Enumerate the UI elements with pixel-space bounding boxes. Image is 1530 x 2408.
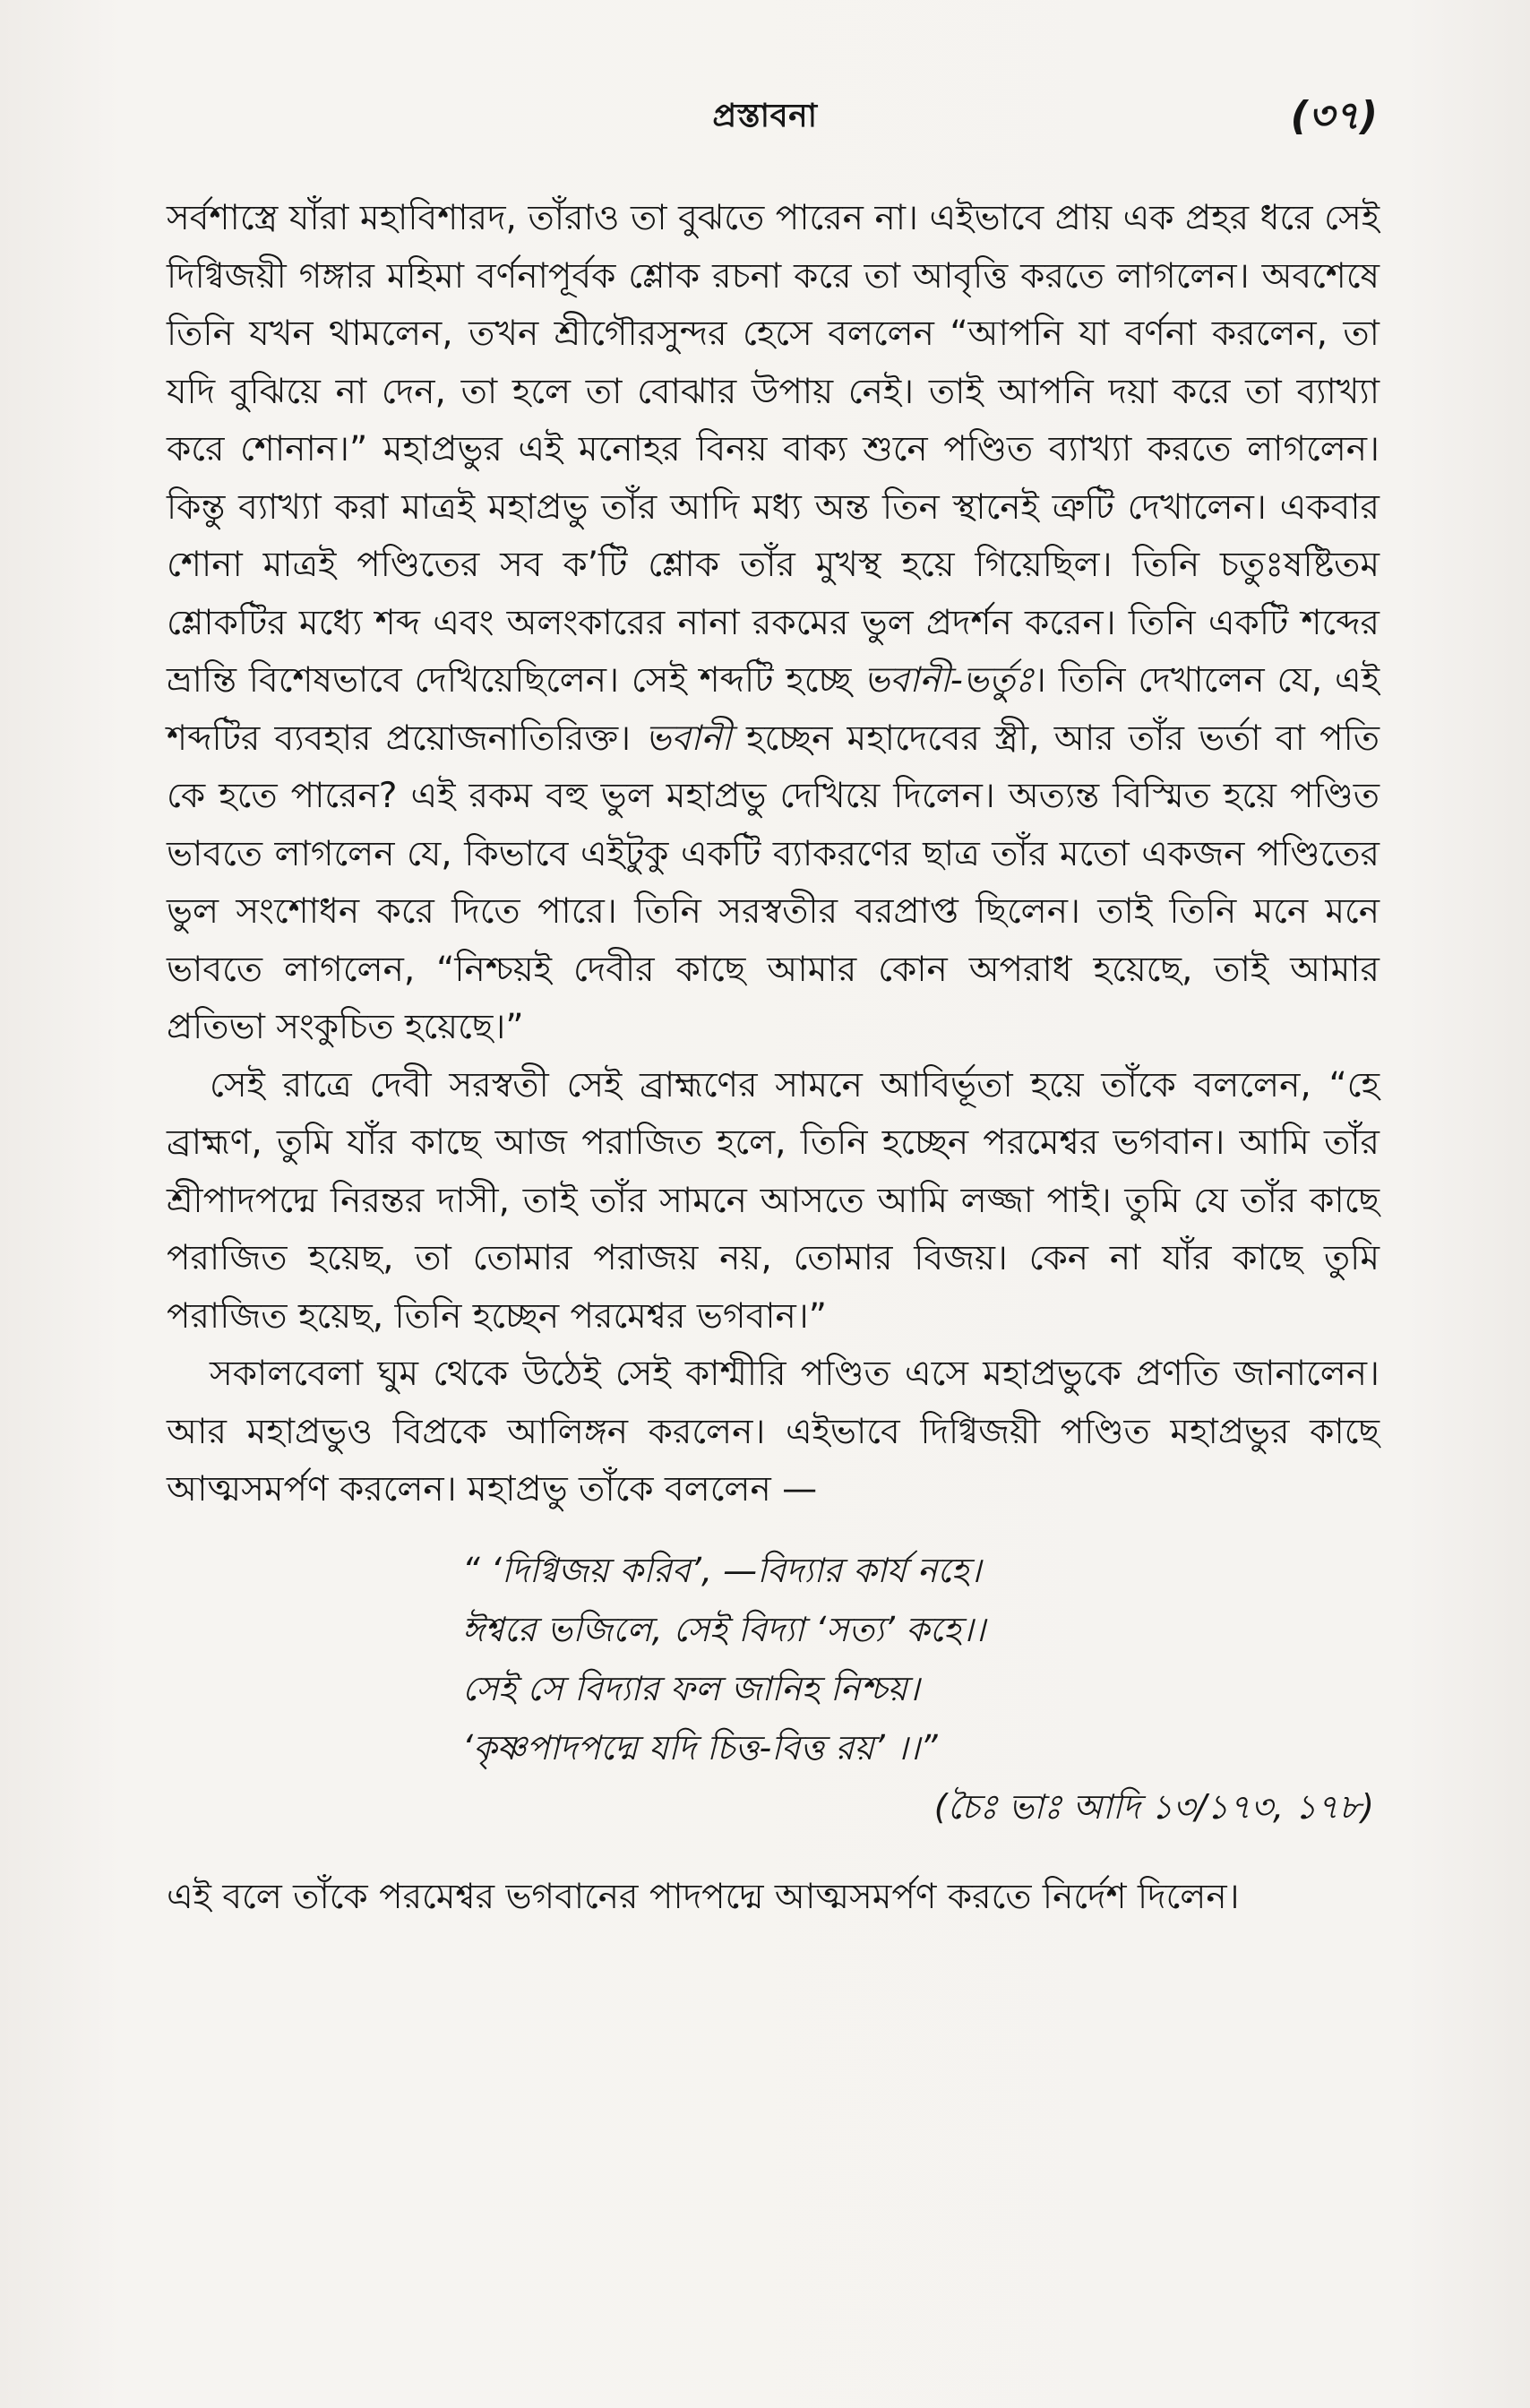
closing-paragraph: এই বলে তাঁকে পরমেশ্বর ভগবানের পাদপদ্মে আত্মসমর্পণ করতে নির্দেশ দিলেন।: [167, 1876, 1240, 1917]
verse-reference: (চৈঃ ভাঃ আদি ১৩/১৭৩, ১৭৮): [933, 1786, 1374, 1827]
verse-line-2: ঈশ্বরে ভজিলে, সেই বিদ্যা ‘সত্য’ কহে।।: [462, 1609, 986, 1649]
verse-line-1: “ ‘দিগ্বিজয় করিব’, —বিদ্যার কার্য নহে।: [462, 1550, 982, 1590]
running-head: প্রস্তাবনা: [712, 98, 818, 134]
page-number: (৩৭): [1290, 93, 1378, 139]
paragraph-1: [167, 190, 1380, 1057]
term-bhavani: ভবানী: [645, 718, 732, 759]
paragraph-2: সেই রাত্রে দেবী সরস্বতী সেই ব্রাহ্মণের সামনে আবির্ভূতা হয়ে তাঁকে বললেন, “হে ব্রাহ্মণ, তুমি যাঁর কাছে আজ পরাজিত হলে, তিনি হচ্ছেন পরমেশ্বর ভগবান। আমি তাঁর শ্রীপাদপদ্মে নিরন্তর দাসী, তাই তাঁর সামনে আসতে আমি লজ্জা পাই। তুমি যে তাঁর কাছে পরাজিত হয়েছ, তা তোমার পরাজয় নয়, তোমার বিজয়। কেন না যাঁর কাছে তুমি পরাজিত হয়েছ, তিনি হচ্ছেন পরমেশ্বর ভগবান।”: [167, 1064, 1380, 1337]
page-header: [0, 86, 1530, 140]
paragraph-1-text-a: সর্বশাস্ত্রে যাঁরা মহাবিশারদ, তাঁরাও তা বুঝতে পারেন না। এইভাবে প্রায় এক প্রহর ধরে সেই দিগ্বিজয়ী গঙ্গার মহিমা বর্ণনাপূর্বক শ্লোক রচনা করে তা আবৃত্তি করতে লাগলেন। অবশেষে তিনি যখন থামলেন, তখন শ্রীগৌরসুন্দর হেসে বললেন “আপনি যা বর্ণনা করলেন, তা যদি বুঝিয়ে না দেন, তা হলে তা বোঝার উপায় নেই। তাই আপনি দয়া করে তা ব্যাখ্যা করে শোনান।” মহাপ্রভুর এই মনোহর বিনয় বাক্য শুনে পণ্ডিত ব্যাখ্যা করতে লাগলেন। কিন্তু ব্যাখ্যা করা মাত্রই মহাপ্রভু তাঁর আদি মধ্য অন্ত তিন স্থানেই ত্রুটি দেখালেন। একবার শোনা মাত্রই পণ্ডিতের সব ক’টি শ্লোক তাঁর মুখস্থ হয়ে গিয়েছিল। তিনি চতুঃষষ্টিতম শ্লোকটির মধ্যে শব্দ এবং অলংকারের নানা রকমের ভুল প্রদর্শন করেন। তিনি একটি শব্দের ভ্রান্তি বিশেষভাবে দেখিয়েছিলেন। সেই শব্দটি হচ্ছে: [167, 198, 1380, 701]
verse-line-4: ‘কৃষ্ণপাদপদ্মে যদি চিত্ত-বিত্ত রয়’ ।।”: [462, 1727, 938, 1767]
term-bhavani-bhartuh: ভবানী-ভর্তুঃ: [864, 660, 1034, 701]
paragraph-1-text-c: হচ্ছেন মহাদেবের স্ত্রী, আর তাঁর ভর্তা বা পতি কে হতে পারেন? এই রকম বহু ভুল মহাপ্রভু দেখিয়ে দিলেন। অত্যন্ত বিস্মিত হয়ে পণ্ডিত ভাবতে লাগলেন যে, কিভাবে এইটুকু একটি ব্যাকরণের ছাত্র তাঁর মতো একজন পণ্ডিতের ভুল সংশোধন করে দিতে পারে। তিনি সরস্বতীর বরপ্রাপ্ত ছিলেন। তাই তিনি মনে মনে ভাবতে লাগলেন, “নিশ্চয়ই দেবীর কাছে আমার কোন অপরাধ হয়েছে, তাই আমার প্রতিভা সংকুচিত হয়েছে।”: [167, 718, 1380, 1047]
verse-line-3: সেই সে বিদ্যার ফল জানিহ নিশ্চয়।: [462, 1668, 920, 1708]
paragraph-1-text-b: । তিনি দেখালেন যে, এই শব্দটির ব্যবহার প্রয়োজনাতিরিক্ত।: [167, 660, 1380, 759]
paragraph-3: সকালবেলা ঘুম থেকে উঠেই সেই কাশ্মীরি পণ্ডিত এসে মহাপ্রভুকে প্রণতি জানালেন। আর মহাপ্রভুও বিপ্রকে আলিঙ্গন করলেন। এইভাবে দিগ্বিজয়ী পণ্ডিত মহাপ্রভুর কাছে আত্মসমর্পণ করলেন। মহাপ্রভু তাঁকে বললেন —: [167, 1354, 1380, 1509]
verse-quote: [167, 1541, 1380, 1777]
body-text: [167, 190, 1380, 1926]
